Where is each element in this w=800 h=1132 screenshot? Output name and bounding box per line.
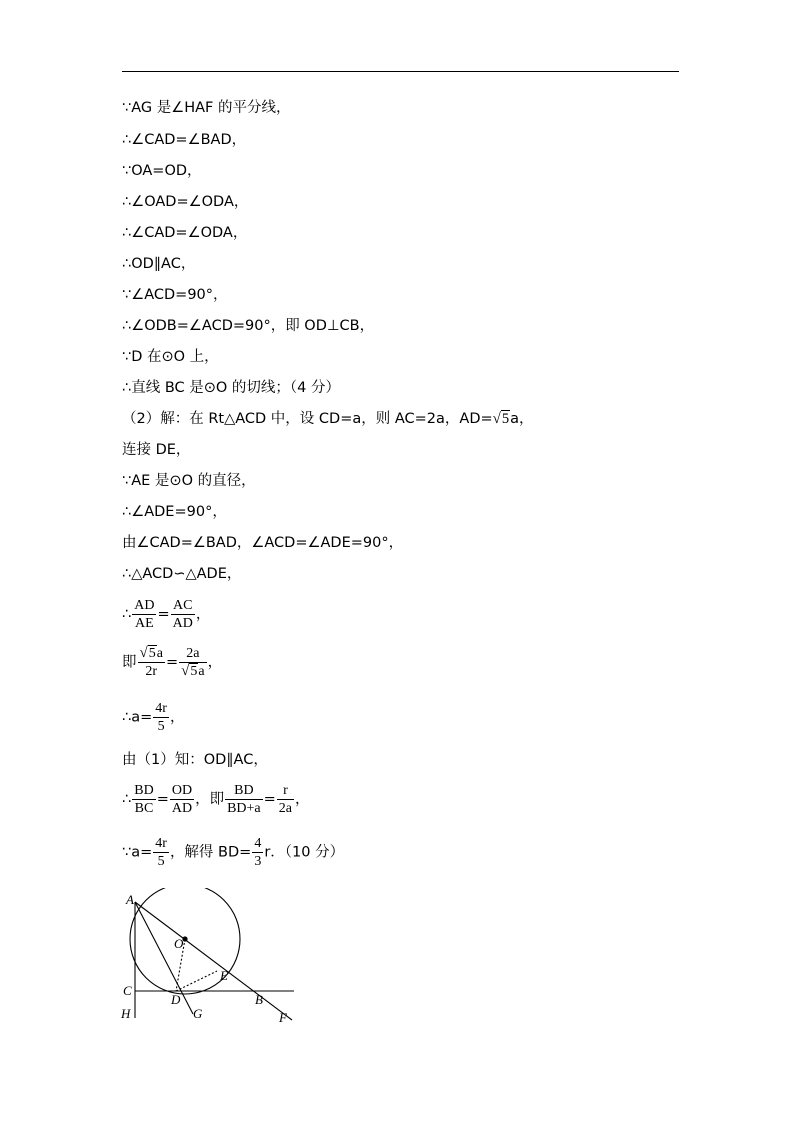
solve-text: ，解得 BD= (169, 844, 252, 861)
numerator: 4r (155, 836, 167, 851)
proof-line-6: ∴OD∥AC， (122, 256, 196, 272)
equals-sign: = (263, 791, 276, 808)
namely-word: 即 (122, 654, 137, 671)
label-c: C (123, 983, 132, 998)
fraction-ac-ad (171, 597, 195, 632)
numerator: AC (171, 597, 195, 615)
equals-sign: = (156, 791, 169, 808)
proof-line-11 (122, 409, 534, 429)
proof-line-5: ∴∠CAD=∠ODA， (122, 225, 248, 241)
comma: ， (195, 606, 211, 623)
namely-word: ，即 (195, 791, 225, 808)
radicand: 5 (190, 664, 198, 679)
denominator: 3 (254, 854, 262, 869)
label-a: A (126, 892, 134, 907)
comma: ， (295, 791, 310, 808)
numerator: BD (134, 783, 154, 798)
sqrt-expression (181, 663, 198, 680)
proof-line-10: ∴直线 BC 是⊙O 的切线；（4 分） (122, 380, 341, 396)
header-rule (122, 71, 679, 72)
proof-line-19 (122, 700, 184, 735)
sqrt-expression (140, 645, 157, 662)
numerator: 4r (155, 701, 167, 716)
line-22-text: ∵a= (122, 844, 153, 861)
fraction-ad-ae (132, 597, 156, 632)
numerator: AD (134, 598, 155, 613)
label-f: F (279, 1010, 287, 1025)
label-d: D (171, 992, 181, 1007)
numerator: BD (225, 782, 263, 800)
label-h: H (121, 1006, 131, 1021)
denominator: BD+a (227, 801, 261, 816)
equals-sign: = (165, 654, 179, 671)
proof-line-3: ∵OA=OD， (122, 163, 202, 179)
proof-line-22 (122, 835, 344, 870)
radical-sign: √ (492, 411, 501, 427)
proof-line-13: ∵AE 是⊙O 的直径， (122, 473, 256, 489)
proof-line-8: ∴∠ODB=∠ACD=90°，即 OD⊥CB， (122, 318, 375, 334)
proof-line-18 (122, 645, 222, 680)
proof-line-4: ∴∠OAD=∠ODA， (122, 194, 249, 210)
proof-line-17 (122, 597, 210, 632)
line-af (135, 902, 292, 1020)
fraction-4r-5 (153, 835, 169, 870)
radicand: 5 (148, 646, 156, 661)
radical-sign: √ (181, 663, 190, 679)
fraction-bd-bc (132, 782, 155, 817)
line-ag (135, 902, 193, 1014)
numerator: OD (171, 783, 193, 798)
proof-line-1: ∵AG 是∠HAF 的平分线， (122, 100, 291, 116)
comma: ， (169, 709, 185, 726)
fraction-4r-5 (153, 700, 169, 735)
denominator: AD (172, 616, 193, 631)
sqrt-expression (493, 409, 510, 429)
proof-line-16: ∴△ACD∽△ADE， (122, 566, 242, 582)
proof-line-21 (122, 782, 310, 817)
denominator: BC (134, 801, 154, 816)
label-b: B (255, 992, 263, 1007)
denominator-tail: a (198, 664, 205, 679)
denominator: AD (171, 801, 193, 816)
numerator: r (277, 782, 294, 800)
fraction-od-ad (170, 782, 194, 817)
fraction-4-3 (252, 835, 263, 870)
line-11-tail: a， (510, 411, 534, 427)
proof-line-2: ∴∠CAD=∠BAD， (122, 132, 247, 148)
fraction-bd-bd-plus-a (225, 782, 263, 817)
numerator (138, 645, 165, 663)
numerator-tail: a (156, 646, 163, 661)
line-22-tail: r．（10 分） (264, 844, 345, 861)
proof-line-7: ∵∠ACD=90°， (122, 287, 228, 303)
proof-line-14: ∴∠ADE=90°， (122, 504, 227, 520)
denominator: 5 (157, 854, 165, 869)
equals-sign: = (157, 606, 170, 623)
label-e: E (220, 968, 228, 983)
denominator: AE (135, 616, 154, 631)
therefore-symbol: ∴ (122, 606, 132, 623)
numerator: 4 (254, 836, 262, 851)
radical-sign: √ (139, 645, 148, 661)
proof-line-9: ∵D 在⊙O 上， (122, 349, 219, 365)
geometry-figure (112, 888, 312, 1028)
therefore-symbol: ∴ (122, 791, 132, 808)
denominator: 2a (278, 801, 293, 816)
line-11-text: （2）解：在 Rt△ACD 中，设 CD=a，则 AC=2a，AD= (122, 411, 493, 427)
label-o: O (174, 936, 184, 951)
radicand: 5 (501, 411, 510, 427)
denominator: 2r (145, 664, 158, 679)
denominator: 5 (157, 719, 165, 734)
proof-line-15: 由∠CAD=∠BAD，∠ACD=∠ADE=90°， (122, 535, 404, 551)
line-19-text: ∴a= (122, 709, 153, 726)
proof-line-20: 由（1）知：OD∥AC， (122, 752, 268, 768)
fraction-sqrt5a-2r (138, 645, 165, 680)
numerator: 2a (179, 645, 206, 663)
proof-line-12: 连接 DE， (122, 442, 191, 458)
fraction-2a-sqrt5a (179, 645, 206, 680)
label-g: G (193, 1006, 203, 1021)
denominator (179, 663, 206, 680)
fraction-r-2a (277, 782, 294, 817)
comma: ， (207, 654, 223, 671)
